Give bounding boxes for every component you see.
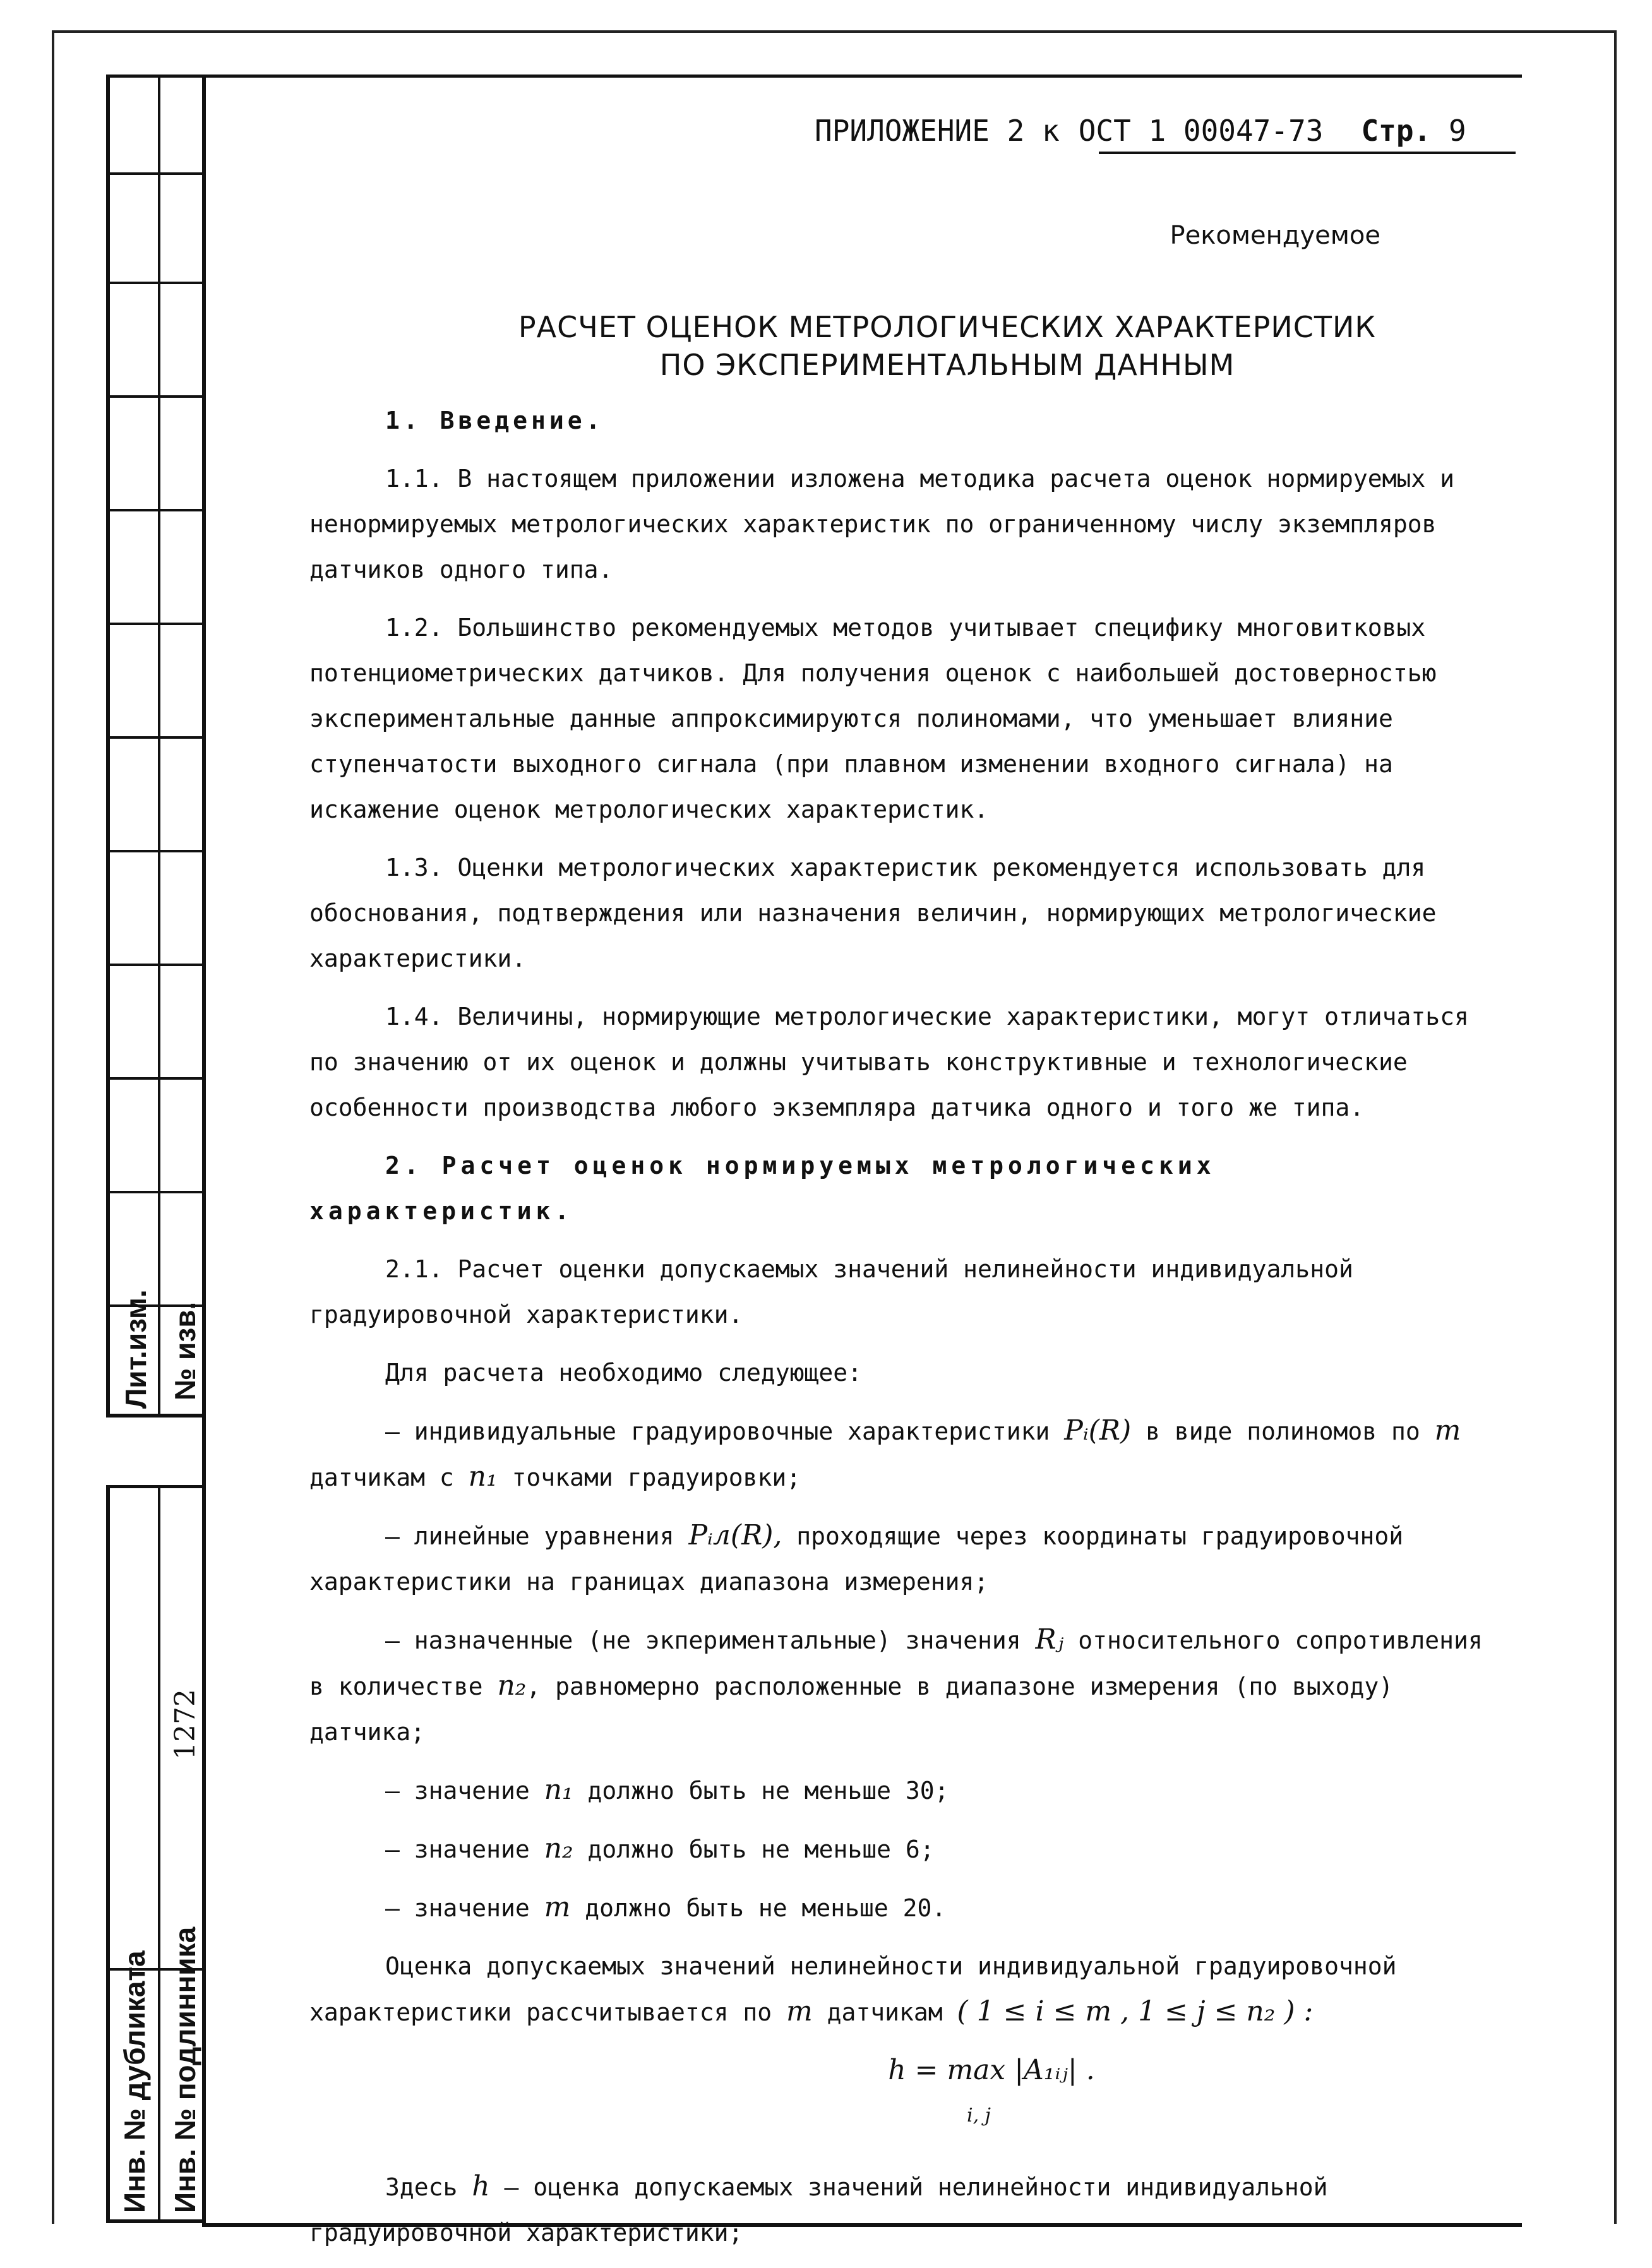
strip-divider (110, 1191, 206, 1193)
header-prefix: ПРИЛОЖЕНИЕ 2 к (815, 114, 1060, 148)
strip-divider (110, 509, 206, 511)
bullet-text: должно быть не меньше 30; (587, 1777, 949, 1805)
bullet-n2-minimum (309, 1826, 1497, 1872)
bullet-text: – значение (385, 1894, 530, 1922)
header-underline (1099, 152, 1516, 154)
bullet-text: – значение (385, 1835, 530, 1863)
requirements-intro: Для расчета необходимо следующее: (385, 1359, 862, 1387)
page-header (815, 114, 1466, 148)
bullet-m-minimum (309, 1885, 1497, 1931)
paragraph-2-1: 2.1. Расчет оценки допускаемых значений нелинейности индивидуальной градуировочной характеристики. (309, 1255, 1353, 1328)
symbol-m: m (544, 1891, 571, 1923)
bullet-text: – индивидуальные градуировочные характеристики (385, 1418, 1050, 1445)
strip-divider (110, 850, 206, 852)
symbol-n1: n₁ (468, 1460, 498, 1493)
bullet-text: точками градуировки; (512, 1464, 801, 1491)
bullet-text: – назначенные (не экпериментальные) значения (385, 1626, 1021, 1654)
paragraph-1-2: 1.2. Большинство рекомендуемых методов учитывает специфику многовитковых потенциометрических датчиков. Для получения оценок с наибольшей достоверностью экспериментальные данные аппроксимируются полиномами, что уменьшает влияние ступенчатости выходного сигнала (при плавном изменении входного сигнала) на искажение оценок метрологических характеристик. (309, 614, 1437, 823)
document-title (354, 308, 1541, 384)
bullet-text: датчикам с (309, 1464, 454, 1491)
bullet-text: – линейные уравнения (385, 1522, 674, 1550)
formula-subscript: i, j (967, 2104, 991, 2127)
page-label: Стр. (1361, 114, 1432, 148)
standard-number: ОСТ 1 00047-73 (1078, 114, 1324, 148)
bullet-assigned-values (309, 1617, 1497, 1755)
title-line-2: ПО ЭКСПЕРИМЕНТАЛЬНЫМ ДАННЫМ (659, 348, 1235, 382)
symbol-n1: n₁ (544, 1774, 573, 1806)
paragraph-text: – оценка допускаемых значений нелинейности индивидуальной градуировочной характеристики; (309, 2173, 1328, 2247)
bullet-text: , равномерно расположенные в диапазоне измерения (по выходу) датчика; (309, 1673, 1394, 1746)
paragraph-text: датчикам (827, 1998, 943, 2026)
paragraph-1-1: 1.1. В настоящем приложении изложена методика расчета оценок нормируемых и ненормируемых метрологических характеристик по ограниченному числу экземпляров датчиков одного типа. (309, 465, 1454, 583)
page-number: 9 (1448, 114, 1466, 148)
paragraph-text: Здесь (385, 2173, 458, 2201)
strip-divider (110, 623, 206, 625)
inv-duplicate-label: Инв. № дубликата (118, 1950, 151, 2213)
symbol-m: m (786, 1995, 813, 2027)
bullet-text: проходящие через координаты градуировочной характеристики на границах диапазона измерения; (309, 1522, 1404, 1596)
no-izv-label: № изв. (169, 1301, 201, 1400)
bullet-text: относительного сопротивления в количестве (309, 1626, 1483, 1700)
paragraph-text: Оценка допускаемых значений нелинейности индивидуальной градуировочной характеристики рассчитывается по (309, 1952, 1397, 2026)
bullet-calibration-curves (309, 1408, 1497, 1500)
strip-divider (110, 395, 206, 398)
bullet-linear-equations (309, 1513, 1497, 1604)
inventory-number: 1272 (169, 1689, 201, 1760)
strip-divider (110, 282, 206, 284)
paragraph-1-4: 1.4. Величины, нормирующие метрологические характеристики, могут отличаться по значению от их оценок и должны учитывать конструктивные и технологические особенности производства любого экземпляра датчика одного и того же типа. (309, 1003, 1469, 1121)
bullet-text: должно быть не меньше 6; (587, 1835, 935, 1863)
inv-original-label: Инв. № подлинника (169, 1926, 201, 2213)
bullet-text: – значение (385, 1777, 530, 1805)
strip-cell (110, 78, 206, 175)
symbol-n2: n₂ (497, 1669, 527, 1702)
symbol-n2: n₂ (544, 1832, 573, 1865)
index-range: ( 1 ≤ i ≤ m , 1 ≤ j ≤ n₂ ) : (957, 1995, 1314, 2027)
bullet-n1-minimum (309, 1767, 1497, 1813)
max-formula (309, 2048, 1497, 2139)
symbol-pil-r: Pᵢл(R), (688, 1519, 782, 1551)
recommended-label: Рекомендуемое (1170, 221, 1380, 250)
lit-izm-label: Лит.изм. (119, 1289, 152, 1409)
symbol-pi-r: Pᵢ(R) (1064, 1414, 1132, 1447)
symbol-rj: Rⱼ (1035, 1623, 1064, 1656)
side-strip-lower (106, 1485, 206, 2223)
symbol-h: h (472, 2170, 490, 2202)
title-line-1: РАСЧЕТ ОЦЕНОК МЕТРОЛОГИЧЕСКИХ ХАРАКТЕРИСТИК (518, 310, 1377, 344)
strip-divider (110, 736, 206, 739)
strip-divider (110, 1077, 206, 1080)
side-strip-upper (106, 75, 206, 1418)
paragraph-1-3: 1.3. Оценки метрологических характеристик рекомендуется использовать для обоснования, подтверждения или назначения величин, нормирующих метрологические характеристики. (309, 854, 1437, 972)
definition-paragraph (309, 2164, 1497, 2255)
strip-divider (110, 964, 206, 966)
body-text (309, 398, 1497, 2268)
estimate-paragraph (309, 1943, 1497, 2035)
section-1-heading: 1. Введение. (385, 407, 604, 434)
symbol-m: m (1434, 1414, 1461, 1447)
bullet-text: должно быть не меньше 20. (585, 1894, 947, 1922)
formula-text: h = max |A₁ᵢⱼ| . (888, 2054, 1095, 2086)
section-2-heading: 2. Расчет оценок нормируемых метрологических характеристик. (309, 1152, 1216, 1225)
bullet-text: в виде полиномов по (1146, 1418, 1420, 1445)
